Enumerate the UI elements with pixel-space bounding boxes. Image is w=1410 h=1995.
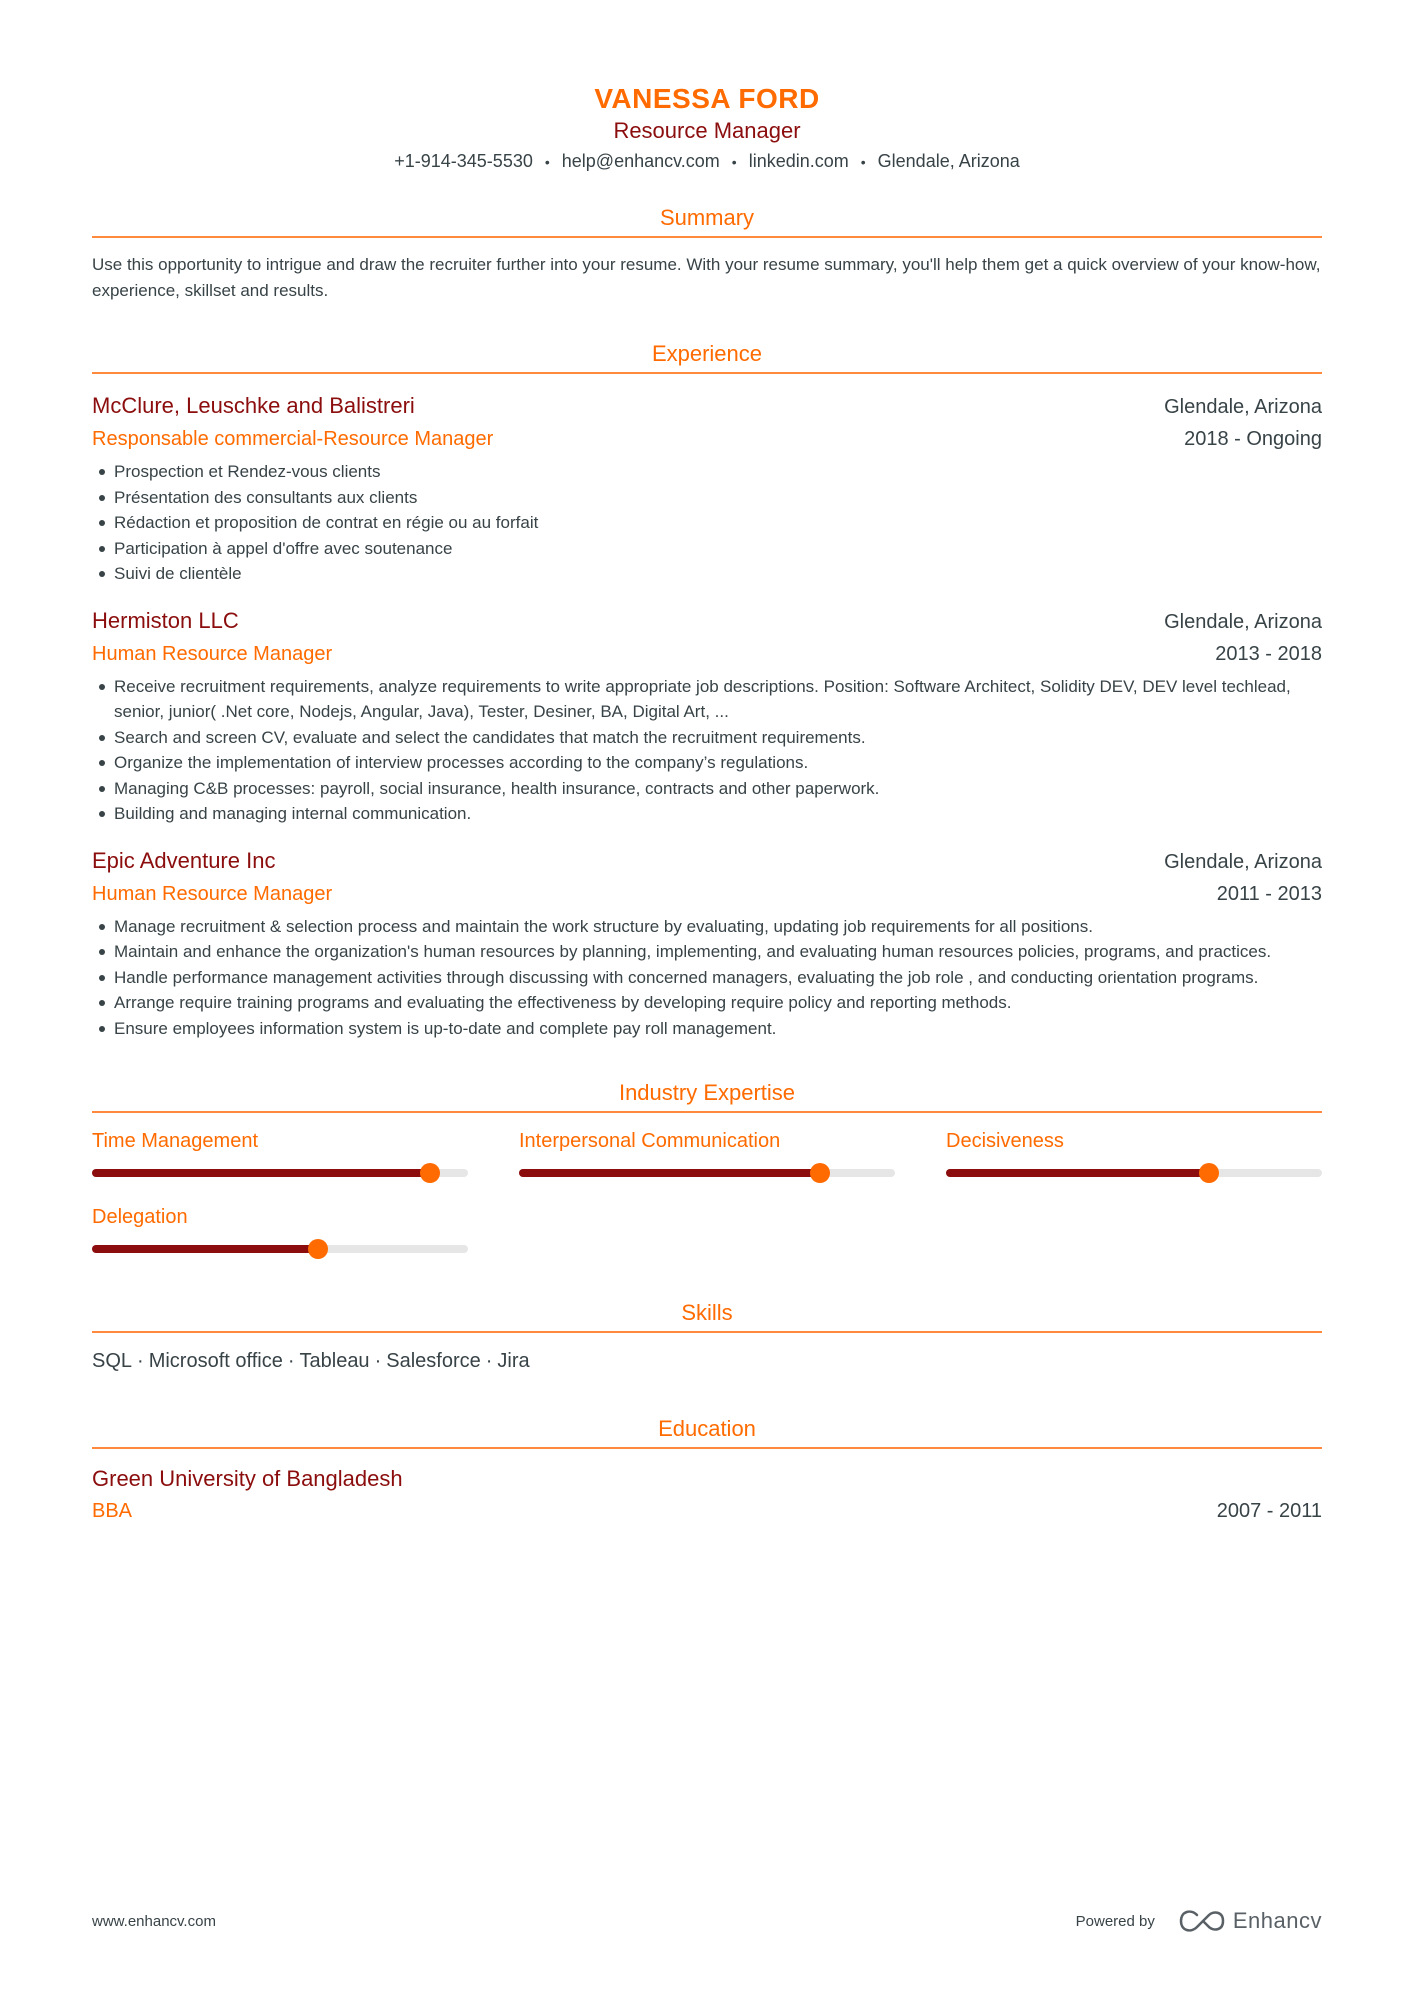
job-position: Human Resource Manager (92, 642, 333, 665)
company-name: McClure, Leuschke and Balistreri (92, 393, 415, 418)
expertise-bar-fill (519, 1169, 820, 1177)
contact-separator: • (731, 154, 737, 170)
skills-list (92, 1347, 1322, 1375)
expertise-bar-knob (308, 1239, 328, 1259)
skill-separator: · (287, 1350, 295, 1372)
job-location: Glendale, Arizona (1164, 610, 1322, 633)
expertise-bar-knob (420, 1163, 440, 1183)
resume-page (92, 0, 1322, 1995)
job-position: Responsable commercial-Resource Manager (92, 428, 494, 450)
powered-by-label: Powered by (1075, 1912, 1155, 1930)
expertise-label: Interpersonal Communication (519, 1130, 781, 1152)
footer-url[interactable]: www.enhancv.com (92, 1912, 216, 1930)
expertise-item (519, 1127, 895, 1177)
education-item (92, 1463, 1322, 1527)
contact-separator: • (860, 154, 866, 170)
job-bullet: Ensure employees information system is up-to-date and complete pay roll management. (92, 1016, 1322, 1042)
candidate-title: Resource Manager (613, 118, 801, 143)
job-dates: 2013 - 2018 (1215, 642, 1322, 665)
enhancv-logo-text: Enhancv (1232, 1908, 1322, 1933)
skill-separator: · (137, 1350, 144, 1372)
candidate-name: VANESSA FORD (594, 83, 820, 114)
job-dates: 2018 - Ongoing (1184, 428, 1322, 450)
skill-separator: · (485, 1350, 493, 1372)
experience-item (92, 605, 1322, 827)
expertise-bar-track (946, 1169, 1322, 1177)
expertise-bar-fill (92, 1245, 318, 1253)
job-bullets (92, 914, 1322, 1042)
skills-heading: Skills (92, 1299, 1322, 1333)
skill-item: Salesforce (386, 1350, 481, 1372)
expertise-bar-track (92, 1245, 468, 1253)
expertise-bar-knob (1199, 1163, 1219, 1183)
degree: BBA (92, 1500, 133, 1522)
skill-separator: · (374, 1350, 382, 1372)
job-bullet: Participation à appel d'offre avec soutenance (92, 536, 1322, 562)
education-dates: 2007 - 2011 (1216, 1500, 1322, 1522)
expertise-heading: Industry Expertise (92, 1079, 1322, 1113)
expertise-label: Time Management (92, 1130, 258, 1152)
job-bullet: Présentation des consultants aux clients (92, 485, 1322, 511)
contact-separator: • (544, 154, 550, 170)
expertise-bar-fill (92, 1169, 430, 1177)
experience-heading: Experience (92, 340, 1322, 374)
job-bullet: Managing C&B processes: payroll, social insurance, health insurance, contracts and other paperwork. (92, 776, 1322, 802)
experience-item (92, 390, 1322, 587)
page-footer (92, 1908, 1322, 1934)
summary-text: Use this opportunity to intrigue and draw the recruiter further into your resume. With your resume summary, you'll help them get a quick overview of your know-how, experience, skillset and results. (92, 255, 1321, 300)
enhancv-logo[interactable] (1179, 1908, 1322, 1934)
powered-by (1076, 1908, 1322, 1934)
job-bullet: Rédaction et proposition de contrat en régie ou au forfait (92, 510, 1322, 536)
job-bullet: Handle performance management activities through discussing with concerned managers, evaluating the job role , and conducting orientation programs. (92, 965, 1322, 991)
school-name: Green University of Bangladesh (92, 1466, 403, 1491)
job-bullet: Manage recruitment & selection process and maintain the work structure by evaluating, updating job requirements for all positions. (92, 914, 1322, 940)
company-name: Hermiston LLC (92, 607, 239, 633)
job-bullets (92, 459, 1322, 587)
resume-header (92, 0, 1322, 174)
summary-heading: Summary (92, 204, 1322, 238)
skill-item: SQL (92, 1350, 133, 1372)
job-bullet: Organize the implementation of interview processes according to the company’s regulations. (92, 750, 1322, 776)
education-heading: Education (92, 1415, 1322, 1449)
experience-item (92, 845, 1322, 1042)
expertise-bar-fill (946, 1169, 1209, 1177)
expertise-item (946, 1127, 1322, 1177)
job-bullet: Building and managing internal communication. (92, 801, 1322, 827)
job-location: Glendale, Arizona (1164, 396, 1322, 418)
enhancv-logo-icon (1179, 1909, 1225, 1933)
expertise-label: Decisiveness (946, 1130, 1064, 1152)
job-bullet: Arrange require training programs and evaluating the effectiveness by developing require policy and reporting methods. (92, 990, 1322, 1016)
job-bullet: Receive recruitment requirements, analyze requirements to write appropriate job descriptions. Position: Software Architect, Solidity DEV, DEV level techlead, senior, junior( .Net core, Nodejs, Angular, Java), Tester, Desiner, BA, Digital Art, ... (92, 674, 1322, 725)
expertise-item (92, 1203, 468, 1253)
job-bullet: Maintain and enhance the organization's human resources by planning, implementing, and evaluating human resources policies, programs, and practices. (92, 939, 1322, 965)
company-name: Epic Adventure Inc (92, 847, 276, 873)
contact-line (92, 149, 1322, 174)
skill-item: Tableau (299, 1350, 370, 1372)
expertise-grid (92, 1127, 1322, 1253)
job-location: Glendale, Arizona (1164, 850, 1322, 873)
email[interactable]: help@enhancv.com (561, 151, 720, 171)
job-dates: 2011 - 2013 (1216, 882, 1322, 905)
expertise-bar-track (92, 1169, 468, 1177)
linkedin[interactable]: linkedin.com (748, 151, 849, 171)
expertise-bar-knob (810, 1163, 830, 1183)
job-bullet: Suivi de clientèle (92, 561, 1322, 587)
expertise-item (92, 1127, 468, 1177)
job-bullet: Search and screen CV, evaluate and select the candidates that match the recruitment requirements. (92, 725, 1322, 751)
location: Glendale, Arizona (877, 151, 1020, 171)
expertise-bar-track (519, 1169, 895, 1177)
skill-item: Jira (497, 1350, 530, 1372)
job-bullets (92, 674, 1322, 827)
job-bullet: Prospection et Rendez-vous clients (92, 459, 1322, 485)
expertise-label: Delegation (92, 1206, 188, 1228)
job-position: Human Resource Manager (92, 882, 333, 905)
skill-item: Microsoft office (148, 1350, 283, 1372)
phone[interactable]: +1-914-345-5530 (394, 151, 533, 171)
